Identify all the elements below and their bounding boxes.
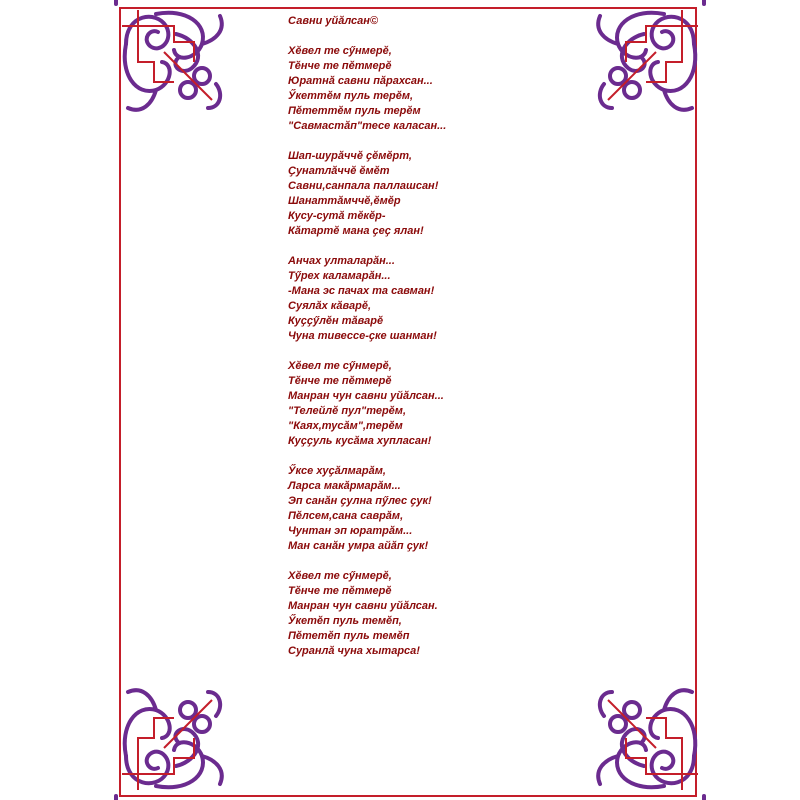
poem-line: Чуна тивессе-ҫке шанман!: [288, 330, 437, 342]
poem-line: Пӗлсем,сана саврӑм,: [288, 510, 404, 522]
poem-line: Кусу-сутӑ тӗкӗр-: [288, 210, 386, 222]
poem-line: Тӗнче те пӗтмерӗ: [288, 585, 392, 597]
poem-line: Пӗтетӗп пуль темӗп: [288, 630, 410, 642]
poem-line: Куҫҫӳлӗн тӑварӗ: [288, 315, 384, 327]
poem-stanzas: [288, 44, 648, 659]
poem-line: Куҫҫуль кусӑма хупласан!: [288, 435, 432, 447]
poem-stanza: [288, 359, 648, 449]
poem: [288, 14, 648, 674]
poem-line: "Телейлӗ пул"терӗм,: [288, 405, 406, 417]
poem-line: Пӗтеттӗм пуль терӗм: [288, 105, 421, 117]
poem-line: "Савмастӑп"тесе каласан...: [288, 120, 447, 132]
poem-title: Савни уйӑлсан©: [288, 15, 379, 27]
poem-line: Шап-шурӑччӗ ҫӗмӗрт,: [288, 150, 412, 162]
poem-line: Тӳрех каламарӑн...: [288, 270, 391, 282]
poem-line: Суранлӑ чуна хытарса!: [288, 645, 420, 657]
poem-line: Тӗнче те пӗтмерӗ: [288, 60, 392, 72]
poem-line: Хӗвел те сӳнмерӗ,: [288, 360, 392, 372]
poem-stanza: [288, 569, 648, 659]
poem-line: Ӳксе хуҫӑлмарӑм,: [288, 465, 386, 477]
poem-stanza: [288, 464, 648, 554]
poem-line: Хӗвел те сӳнмерӗ,: [288, 45, 392, 57]
poem-line: Ӳкеттӗм пуль терӗм,: [288, 90, 414, 102]
poem-line: Тӗнче те пӗтмерӗ: [288, 375, 392, 387]
poem-line: Суялӑх кӑварӗ,: [288, 300, 372, 312]
poem-line: Шанаттӑмччӗ,ӗмӗр: [288, 195, 401, 207]
poem-line: Ӳкетӗп пуль темӗп,: [288, 615, 402, 627]
poem-stanza: [288, 254, 648, 344]
poem-line: Манран чун савни уйӑлсан.: [288, 600, 438, 612]
poem-line: Кӑтартӗ мана ҫеҫ ялан!: [288, 225, 424, 237]
poem-stanza: [288, 44, 648, 134]
poem-line: "Каях,тусӑм",терӗм: [288, 420, 403, 432]
poem-line: -Мана эс пачах та савман!: [288, 285, 435, 297]
poem-line: Манран чун савни уйӑлсан...: [288, 390, 444, 402]
poem-line: Чунтан эп юратрӑм...: [288, 525, 413, 537]
poem-line: Ларса макӑрмарӑм...: [288, 480, 401, 492]
poem-line: Ман санӑн умра айӑп ҫук!: [288, 540, 429, 552]
poem-line: Савни,санпала паллашсан!: [288, 180, 439, 192]
poem-stanza: [288, 149, 648, 239]
poem-line: Юратнӑ савни пӑрахсан...: [288, 75, 433, 87]
poem-line: Эп санӑн ҫулна пӳлес ҫук!: [288, 495, 432, 507]
poem-line: Хӗвел те сӳнмерӗ,: [288, 570, 392, 582]
poem-line: Анчах улталарӑн...: [288, 255, 395, 267]
poem-line: Ҫунатлӑччӗ ӗмӗт: [288, 165, 390, 177]
